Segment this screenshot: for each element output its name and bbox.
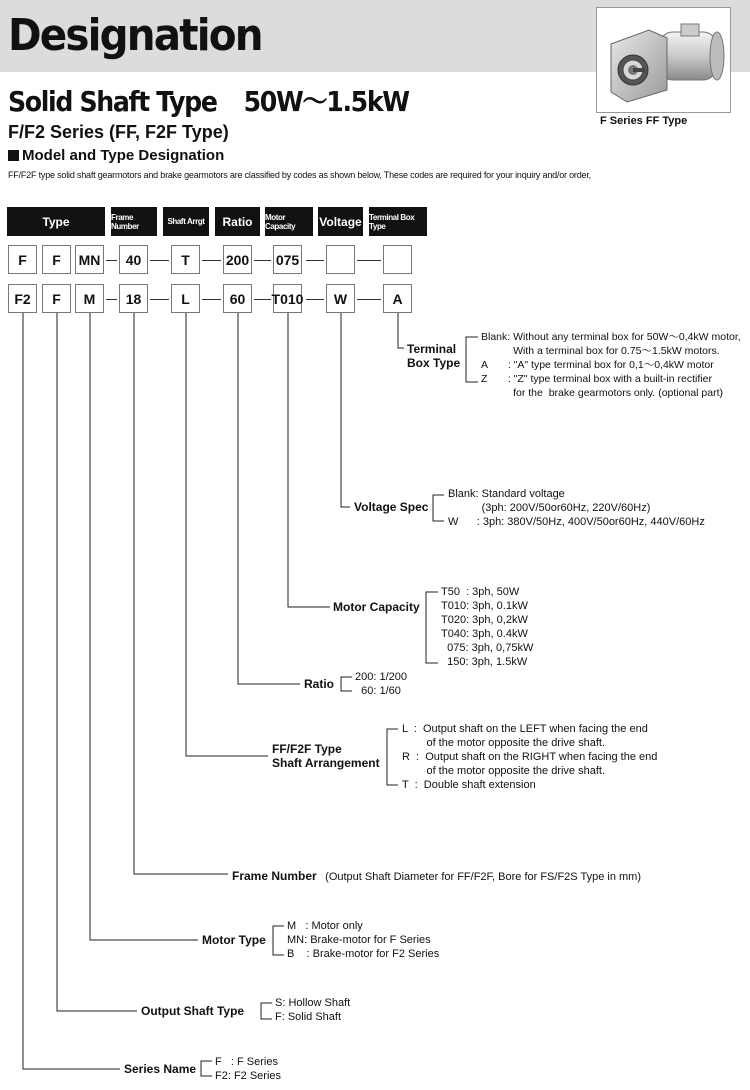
section-title-text: Model and Type Designation [22,147,225,164]
shaft-arrangement-option: of the motor opposite the drive shaft. [402,765,605,777]
ratio-option: 60: 1/60 [355,685,401,697]
shaft-arrangement-options [402,722,657,792]
connector-ratio [238,313,300,684]
motor-capacity-option: T020: 3ph, 0,2kW [441,614,528,626]
motor-type-label: Motor Type [202,933,266,947]
code-box-motor-capacity: 075 [273,245,302,274]
motor-capacity-options [441,585,533,669]
voltage-options [448,487,705,529]
code-box-output-shaft: F [42,245,71,274]
terminal-box-option: With a terminal box for 0.75～1.5kW motors. [481,345,720,357]
connector-motor-type [90,313,198,940]
bracket-series-name [201,1061,212,1076]
series-name-label: Series Name [124,1062,197,1076]
shaft-arrangement-label-line2: Shaft Arrangement [272,756,380,770]
shaft-arrangement-option: R : Output shaft on the RIGHT when facing the end [402,751,658,763]
shaft-arrangement-option: T : Double shaft extension [402,779,536,791]
code-box-ratio: 200 [223,245,252,274]
motor-type-option: MN: Brake-motor for F Series [287,934,431,946]
page-title: Designation [8,10,262,61]
motor-capacity-option: T50 : 3ph, 50W [441,586,520,598]
output-shaft-options [275,996,350,1024]
motor-capacity-option: 075: 3ph, 0,75kW [441,642,534,654]
header-terminal-box-type: Terminal Box Type [369,207,427,236]
code-box-output-shaft: F [42,284,71,313]
voltage-option: W : 3ph: 380V/50Hz, 400V/50or60Hz, 440V/60Hz [448,516,705,528]
code-box-series: F2 [8,284,37,313]
terminal-box-option: A : "A" type terminal box for 0,1～0,4kW motor [481,359,714,371]
bracket-output-shaft [261,1003,272,1019]
bracket-voltage [433,495,444,521]
code-box-series: F [8,245,37,274]
connector-voltage [341,313,350,507]
code-box-motor-capacity: T010 [273,284,302,313]
motor-capacity-label: Motor Capacity [333,600,420,614]
connector-frame-number [134,313,228,874]
shaft-arrangement-option: of the motor opposite the drive shaft. [402,737,605,749]
code-box-motor-type: M [75,284,104,313]
motor-type-option: B : Brake-motor for F2 Series [287,948,440,960]
ratio-label: Ratio [304,677,334,691]
connector-motor-capacity [288,313,330,607]
voltage-option: Blank: Standard voltage [448,488,565,500]
code-box-frame-number: 40 [119,245,148,274]
photo-caption: F Series FF Type [600,115,688,127]
code-box-shaft-arrangement: T [171,245,200,274]
code-box-ratio: 60 [223,284,252,313]
bracket-shaft-arrangement [387,729,398,785]
voltage-label: Voltage Spec [354,500,429,514]
terminal-box-label-line2: Box Type [407,356,461,370]
frame-number-label: Frame Number [232,869,317,883]
connector-terminal-box [398,313,404,348]
connector-shaft-arrangement [186,313,268,756]
shaft-arrangement-label [272,742,380,770]
terminal-box-label-line1: Terminal [407,342,457,356]
header-shaft-arrgt: Shaft Arrgt [163,207,209,236]
series-title: F/F2 Series (FF, F2F Type) [8,122,229,142]
terminal-box-options [481,330,741,400]
output-shaft-label: Output Shaft Type [141,1004,245,1018]
series-name-options [215,1055,281,1083]
connector-series-name [23,313,120,1069]
series-name-option: F : F Series [215,1056,278,1068]
series-name-option: F2: F2 Series [215,1070,282,1082]
header-motor-capacity: Motor Capacity [265,207,313,236]
ratio-options [355,670,407,698]
bracket-terminal-box [466,337,478,382]
voltage-option: (3ph: 200V/50or60Hz, 220V/60Hz) [448,502,651,514]
code-box-terminal-box: A [383,284,412,313]
header-ratio: Ratio [215,207,260,236]
header-voltage: Voltage [318,207,363,236]
terminal-box-option: Blank: Without any terminal box for 50W～0,4kW motor, [481,331,741,343]
shaft-arrangement-option: L : Output shaft on the LEFT when facing the end [402,723,648,735]
frame-number-row [232,867,641,885]
terminal-box-option: for the brake gearmotors only. (optional part) [481,387,723,399]
motor-type-option: M : Motor only [287,920,363,932]
output-shaft-option: S: Hollow Shaft [275,997,351,1009]
bracket-ratio [341,677,352,691]
terminal-box-label [407,342,460,370]
terminal-box-option: Z : "Z" type terminal box with a built-in rectifier [481,373,712,385]
frame-number-note: (Output Shaft Diameter for FF/F2F, Bore for FS/F2S Type in mm) [325,871,641,883]
shaft-arrangement-label-line1: FF/F2F Type [272,742,342,756]
bracket-motor-type [273,926,284,955]
motor-capacity-option: T040: 3ph, 0.4kW [441,628,528,640]
motor-capacity-option: 150: 3ph, 1.5kW [441,656,528,668]
code-box-motor-type: MN [75,245,104,274]
connector-output-shaft [57,313,137,1011]
power-range: 50W～1.5kW [243,85,409,118]
motor-type-options [287,919,439,961]
intro-text: FF/F2F type solid shaft gearmotors and brake gearmotors are classified by codes as shown below, These codes are required for your inquiry and/or order, [8,170,591,180]
motor-capacity-option: T010: 3ph, 0.1kW [441,600,528,612]
subtitle-text: Solid Shaft Type [8,85,217,118]
code-box-shaft-arrangement: L [171,284,200,313]
header-frame-number: Frame Number [111,207,157,236]
code-box-frame-number: 18 [119,284,148,313]
output-shaft-option: F: Solid Shaft [275,1011,342,1023]
bracket-motor-capacity [426,592,438,663]
header-type: Type [7,207,105,236]
ratio-option: 200: 1/200 [355,671,407,683]
code-box-voltage: W [326,284,355,313]
